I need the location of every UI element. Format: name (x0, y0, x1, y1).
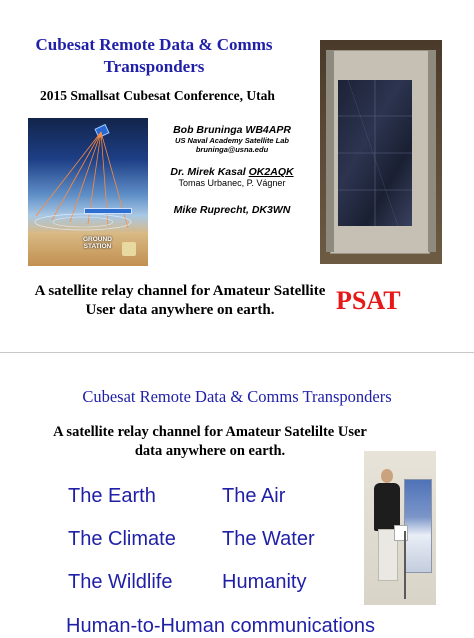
topic-climate: The Climate (68, 528, 176, 550)
topic-earth: The Earth (68, 485, 156, 507)
conference-line: 2015 Smallsat Cubesat Conference, Utah (40, 88, 275, 103)
cubesat-photo (320, 40, 442, 264)
author-kasal: Dr. Mirek Kasal OK2AQK Tomas Urbanec, P. Vágner (170, 166, 294, 188)
ground-station-label: GROUND STATION (83, 236, 112, 250)
psat-label: PSAT (336, 286, 401, 315)
author-ruprecht: Mike Ruprecht, DK3WN (173, 204, 291, 216)
presenter-photo (364, 451, 436, 605)
topic-humanity: Humanity (222, 571, 307, 593)
slide-2-title: Cubesat Remote Data & Comms Transponders (82, 387, 392, 406)
slide-1-tagline: A satellite relay channel for Amateur Satellite User data anywhere on earth. (34, 283, 326, 318)
human-communications-line: Human-to-Human communications (66, 615, 376, 637)
slide-1-title: Cubesat Remote Data & Comms Transponders (35, 35, 273, 76)
slide-2 (0, 352, 474, 637)
slide-2-tagline: A satellite relay channel for Amateur Satelilte User data anywhere on earth. (53, 424, 367, 459)
author-bruninga: Bob Bruninga WB4APR US Naval Academy Satellite Lab bruninga@usna.edu (173, 124, 291, 154)
antenna-dish-icon (122, 242, 136, 256)
topic-wildlife: The Wildlife (68, 571, 173, 593)
topic-air: The Air (222, 485, 286, 507)
satellite-ground-station-illustration (28, 118, 148, 266)
topic-water: The Water (222, 528, 315, 550)
label-box (84, 208, 132, 214)
